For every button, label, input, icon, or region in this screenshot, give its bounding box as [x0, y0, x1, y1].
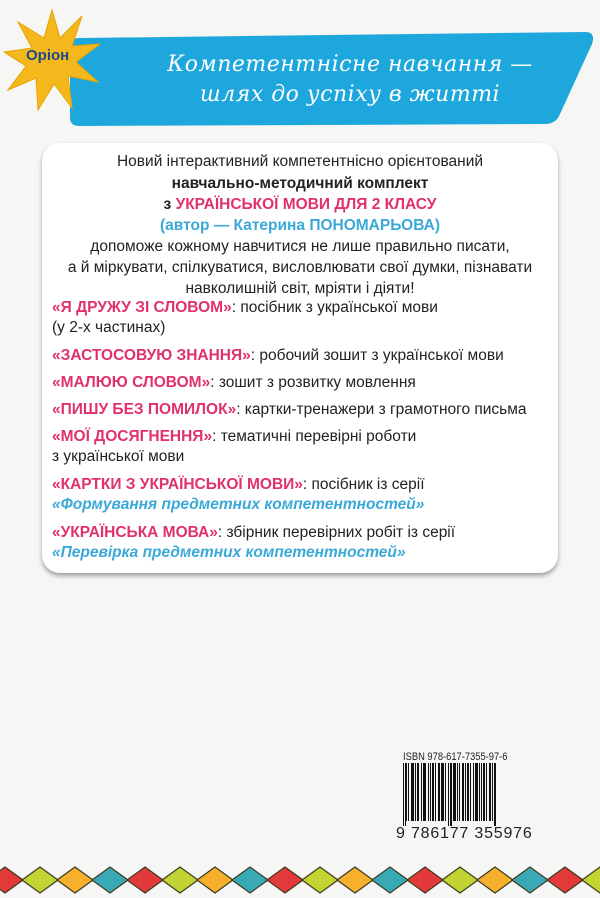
item-title: «МОЇ ДОСЯГНЕННЯ» [52, 428, 213, 445]
author-line: (автор — Катерина ПОНОМАРЬОВА) [160, 217, 440, 234]
barcode-bar [489, 763, 490, 821]
item-title: «ПИШУ БЕЗ ПОМИЛОК» [52, 401, 237, 418]
barcode-bar [479, 763, 480, 821]
barcode-bar [423, 763, 424, 821]
barcode-bar [465, 763, 466, 821]
barcode-bar [403, 763, 404, 826]
item-desc: : збірник перевірних робіт із серії [217, 524, 456, 541]
orion-logo: Оріон [26, 47, 70, 64]
diamond-shape [582, 867, 600, 893]
diamond-shape [442, 867, 478, 893]
barcode-bar [476, 763, 477, 821]
item-title: «ЗАСТОСОВУЮ ЗНАННЯ» [52, 347, 251, 364]
barcode-bar [424, 763, 425, 821]
barcode-bar [405, 763, 406, 826]
barcode-bar [451, 763, 452, 826]
diamond-shape [267, 867, 303, 893]
barcode-bar [473, 763, 474, 821]
barcode-bar [438, 763, 439, 821]
barcode-bar [435, 763, 436, 821]
intro-prefix: з [163, 196, 172, 213]
diamond-shape [302, 867, 338, 893]
item-desc: : робочий зошит з української мови [250, 347, 504, 364]
slogan-line: шлях до успіху в житті [199, 82, 501, 107]
series-name: «Формування предметних компетентностей» [52, 496, 425, 513]
subject-highlight: УКРАЇНСЬКОЇ МОВИ ДЛЯ 2 КЛАСУ [175, 196, 437, 213]
barcode-bar [454, 763, 455, 821]
barcode-bar [430, 763, 431, 821]
diamond-shape [372, 867, 408, 893]
item-title: «КАРТКИ З УКРАЇНСЬКОЇ МОВИ» [52, 476, 303, 493]
intro-line: допоможе кожному навчитися не лише правильно писати, [90, 238, 510, 255]
barcode-bar [494, 763, 495, 826]
intro-line: навчально-методичний комплект [171, 175, 429, 192]
description-panel [42, 143, 558, 573]
barcode-bar [418, 763, 419, 821]
item-desc: : картки-тренажери з грамотного письма [236, 401, 527, 418]
barcode-bar [442, 763, 443, 821]
barcode-bar [467, 763, 468, 821]
barcode-bar [484, 763, 485, 821]
barcode-bar [428, 763, 429, 821]
diamond-shape [477, 867, 513, 893]
list-item [52, 346, 504, 366]
intro-subject [42, 195, 558, 215]
barcode-number: 9 786177 355976 [396, 825, 533, 842]
barcode-bar [468, 763, 469, 821]
intro-line: а й міркувати, спілкуватися, висловлювати свої думки, пізнавати [67, 259, 533, 276]
barcode-bar [470, 763, 471, 821]
diamond-shape [162, 867, 198, 893]
barcode-bar [408, 763, 409, 821]
barcode-bar [443, 763, 444, 821]
barcode-bar [450, 763, 451, 826]
diamond-shape [127, 867, 163, 893]
diamond-shape [512, 867, 548, 893]
list-item [52, 373, 416, 393]
barcode-bar [448, 763, 449, 826]
barcode [403, 763, 496, 826]
barcode-bar [459, 763, 460, 821]
slogan-line: Компетентнісне навчання — [167, 52, 533, 77]
barcode-bar [445, 763, 446, 821]
isbn-text: ISBN 978-617-7355-97-6 [403, 751, 508, 763]
list-item [52, 298, 438, 338]
barcode-bar [492, 763, 493, 821]
item-desc: з української мови [52, 448, 185, 465]
barcode-bar [433, 763, 434, 821]
list-item [52, 400, 527, 420]
item-title: «УКРАЇНСЬКА МОВА» [52, 524, 218, 541]
barcode-bar [486, 763, 487, 821]
barcode-bar [462, 763, 463, 821]
diamond-shape [22, 867, 58, 893]
item-desc: : посібник з української мови [231, 299, 438, 316]
series-name: «Перевірка предметних компетентностей» [52, 544, 406, 561]
barcode-bar [475, 763, 476, 821]
diamond-shape [407, 867, 443, 893]
barcode-bar [457, 763, 458, 821]
barcode-bar [413, 763, 414, 821]
barcode-bar [463, 763, 464, 821]
diamond-shape [92, 867, 128, 893]
barcode-bar [439, 763, 440, 821]
list-item [52, 427, 416, 467]
diamond-shape [0, 867, 23, 893]
slogan-banner [40, 30, 595, 126]
barcode-bar [417, 763, 418, 821]
barcode-bar [455, 763, 456, 821]
barcode-bar [495, 763, 496, 826]
diamond-border [0, 866, 600, 896]
diamond-shape [197, 867, 233, 893]
barcode-bar [490, 763, 491, 821]
item-desc: : зошит з розвитку мовлення [210, 374, 416, 391]
barcode-bar [441, 763, 442, 821]
diamond-shape [547, 867, 583, 893]
diamond-shape [337, 867, 373, 893]
item-title: «МАЛЮЮ СЛОВОМ» [52, 374, 211, 391]
barcode-bar [477, 763, 478, 821]
intro-line: навколишній світ, мріяти і діяти! [185, 280, 415, 297]
diamond-shape [57, 867, 93, 893]
list-item [52, 523, 455, 563]
item-desc: : тематичні перевірні роботи [212, 428, 417, 445]
item-title: «Я ДРУЖУ ЗІ СЛОВОМ» [52, 299, 232, 316]
barcode-bar [453, 763, 454, 821]
diamond-shape [232, 867, 268, 893]
barcode-bar [483, 763, 484, 821]
barcode-bar [415, 763, 416, 821]
item-desc: : посібник із серії [302, 476, 425, 493]
item-desc: (у 2-х частинах) [52, 319, 166, 336]
list-item [52, 475, 425, 515]
barcode-bar [411, 763, 412, 821]
barcode-bar [425, 763, 426, 821]
barcode-bar [412, 763, 413, 821]
intro-line: Новий інтерактивний компетентнісно орієнтований [116, 153, 484, 170]
barcode-bar [432, 763, 433, 821]
barcode-bar [481, 763, 482, 821]
barcode-bar [406, 763, 407, 821]
barcode-bar [421, 763, 422, 821]
